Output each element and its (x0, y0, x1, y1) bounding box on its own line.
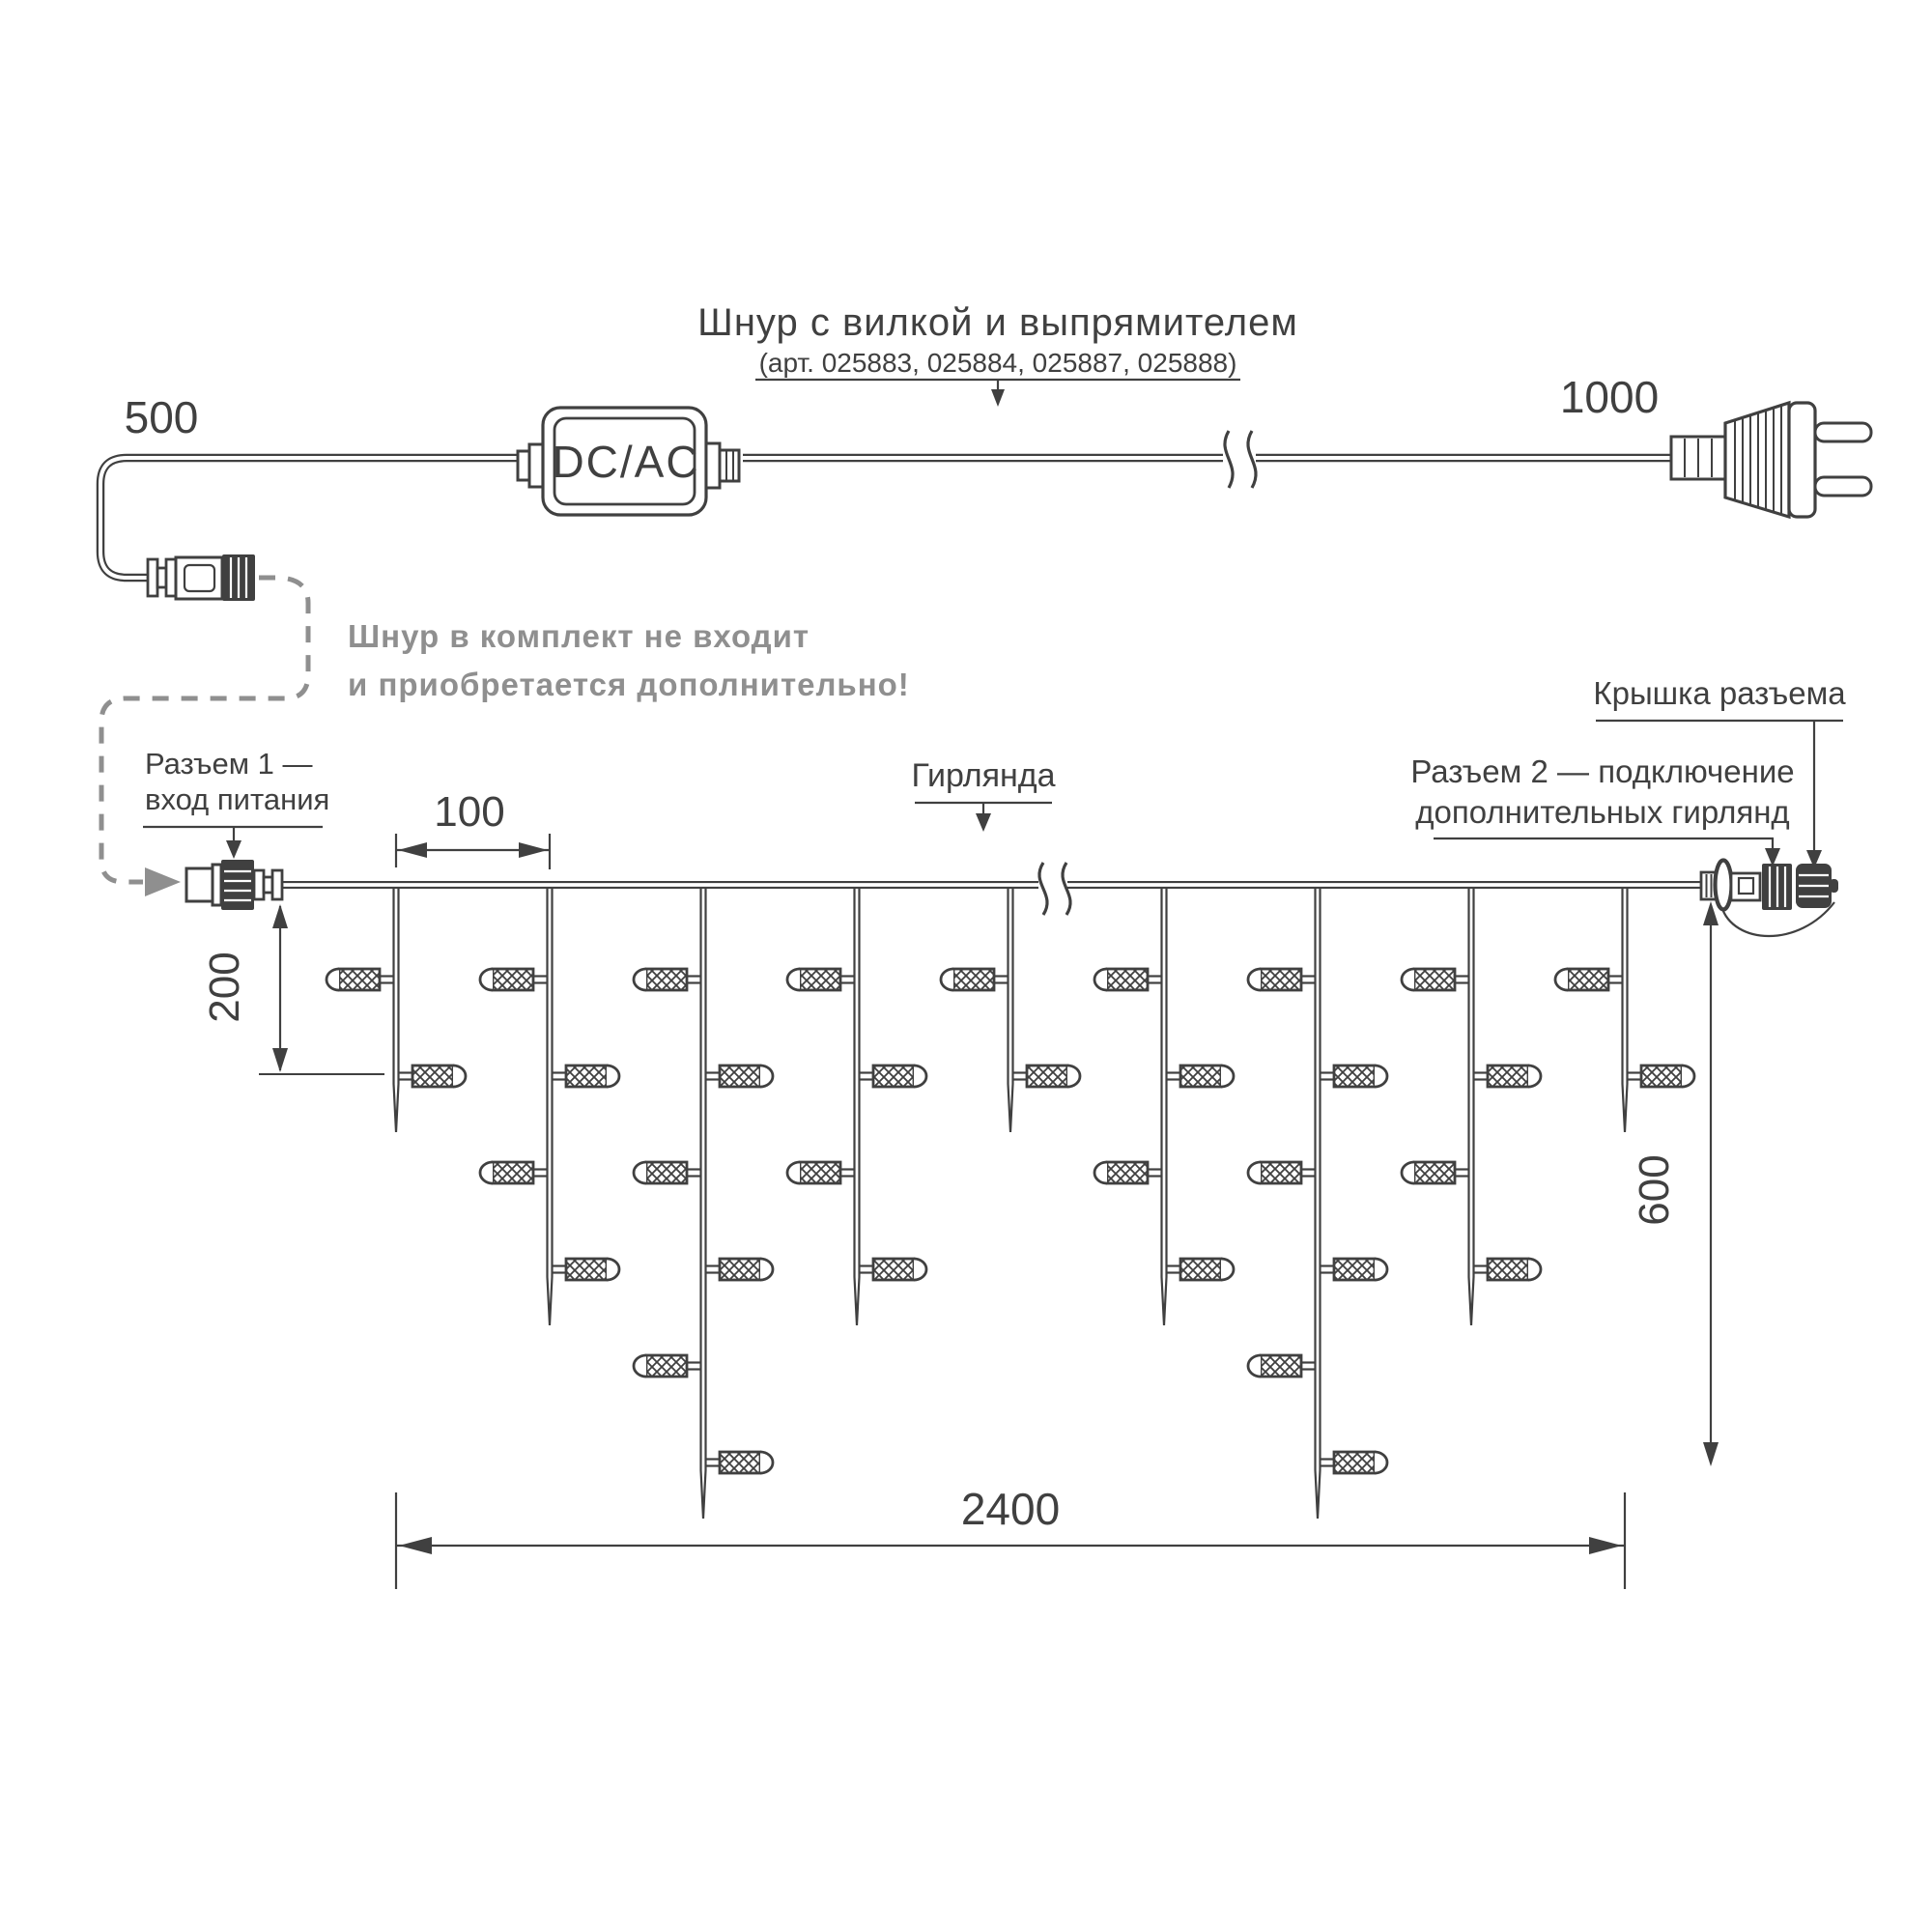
cord-title-block (697, 301, 1298, 407)
garland-drop (1555, 888, 1694, 1132)
garland-drop (1094, 888, 1234, 1325)
garland-arrow-icon (976, 813, 991, 832)
led-bulb-icon (634, 969, 701, 990)
drop-wire (1469, 888, 1474, 1325)
garland-label-text: Гирлянда (911, 757, 1056, 794)
connector1-label-line1: Разъем 1 — (145, 747, 313, 781)
converter-left-nub (518, 451, 529, 480)
connector1-label-line2: вход питания (145, 782, 330, 816)
led-bulb-icon (1474, 1065, 1542, 1087)
connector-1 (186, 860, 282, 910)
plug-prong-bottom (1815, 477, 1871, 496)
garland-diagram (143, 675, 1846, 1589)
garland-drop (634, 888, 773, 1519)
note-line1: Шнур в комплект не входит (348, 618, 810, 654)
converter-right-nub (706, 443, 720, 488)
cord-cable (100, 431, 1673, 578)
drop-wire (394, 888, 399, 1132)
led-bulb-icon (706, 1259, 774, 1280)
led-bulb-icon (1167, 1259, 1235, 1280)
garland-drop (941, 888, 1080, 1132)
led-bulb-icon (787, 969, 855, 990)
power-plug (1671, 403, 1871, 517)
led-bulb-icon (553, 1259, 620, 1280)
led-bulb-icon (1321, 1259, 1388, 1280)
connector2-label-line1: Разъем 2 — подключение (1410, 753, 1795, 789)
drop-wire (1623, 888, 1628, 1132)
cord-note (348, 618, 910, 702)
led-bulb-icon (1402, 969, 1469, 990)
dashed-connection-path (101, 578, 308, 896)
gray-arrow-icon (145, 867, 181, 896)
converter-left-nub2 (529, 444, 543, 487)
led-bulb-icon (1402, 1162, 1469, 1183)
connector1-arrow-icon (226, 840, 242, 859)
dim-100-value: 100 (434, 788, 505, 836)
dim-200-value: 200 (201, 952, 248, 1023)
led-bulb-icon (480, 1162, 548, 1183)
led-bulb-icon (327, 969, 394, 990)
led-bulb-icon (1321, 1452, 1388, 1473)
connector2-label-line2: дополнительных гирлянд (1415, 794, 1790, 830)
led-bulb-icon (480, 969, 548, 990)
led-bulb-icon (860, 1065, 927, 1087)
cord-subtitle: (арт. 025883, 025884, 025887, 025888) (758, 348, 1237, 378)
led-bulb-icon (1321, 1065, 1388, 1087)
led-bulb-icon (1248, 1162, 1316, 1183)
converter-label: DC/AC (552, 437, 700, 487)
note-line2: и приобретается дополнительно! (348, 667, 910, 702)
led-bulb-icon (941, 969, 1009, 990)
drop-wire (548, 888, 553, 1325)
plug-cap (1789, 403, 1815, 517)
dim-600-value: 600 (1631, 1154, 1678, 1226)
connector-ring (1716, 861, 1732, 910)
led-bulb-icon (1474, 1259, 1542, 1280)
garland-drop (480, 888, 619, 1325)
led-bulb-icon (1094, 1162, 1162, 1183)
cap-label-text: Крышка разъема (1593, 675, 1846, 711)
drop-wire (855, 888, 860, 1325)
garland-drop (1402, 888, 1541, 1325)
cord-title-arrow-icon (991, 389, 1005, 407)
led-bulb-icon (1248, 969, 1316, 990)
led-bulb-icon (399, 1065, 467, 1087)
wire-break-icon (1039, 863, 1070, 915)
garland-label (911, 757, 1055, 832)
led-bulb-icon (706, 1452, 774, 1473)
drop-wire (1162, 888, 1167, 1325)
drop-wire (701, 888, 706, 1519)
dcac-converter (518, 408, 739, 515)
led-bulb-icon (787, 1162, 855, 1183)
connector-cap (1796, 864, 1838, 908)
led-bulb-icon (634, 1162, 701, 1183)
drop-wire (1316, 888, 1321, 1519)
dim-curtain-height (1631, 901, 1719, 1466)
converter-right-nub2 (720, 450, 739, 481)
led-bulb-icon (1013, 1065, 1081, 1087)
dim-drop-spacing (396, 788, 550, 869)
plug-prong-top (1815, 423, 1871, 441)
dim-curtain-width (396, 1484, 1625, 1589)
cord-length-right: 1000 (1559, 372, 1660, 422)
led-bulb-icon (1628, 1065, 1695, 1087)
garland-main-wire (282, 863, 1700, 915)
connector-2 (1701, 861, 1838, 937)
garland-drop (327, 888, 466, 1132)
dim-2400-value: 2400 (960, 1484, 1061, 1534)
garland-drop (787, 888, 926, 1325)
led-bulb-icon (1167, 1065, 1235, 1087)
led-bulb-icon (634, 1355, 701, 1377)
garland-drops (327, 888, 1694, 1519)
garland-drop (1248, 888, 1387, 1519)
led-bulb-icon (1555, 969, 1623, 990)
led-bulb-icon (860, 1259, 927, 1280)
connector2-label (1410, 753, 1794, 867)
led-bulb-icon (706, 1065, 774, 1087)
led-bulb-icon (553, 1065, 620, 1087)
cord-title: Шнур с вилкой и выпрямителем (697, 301, 1298, 344)
drop-wire (1009, 888, 1013, 1132)
cord-connector (148, 554, 255, 601)
led-bulb-icon (1248, 1355, 1316, 1377)
connector1-label (143, 747, 329, 859)
cable-break-icon (1225, 431, 1256, 488)
cord-length-left: 500 (124, 392, 199, 442)
led-bulb-icon (1094, 969, 1162, 990)
